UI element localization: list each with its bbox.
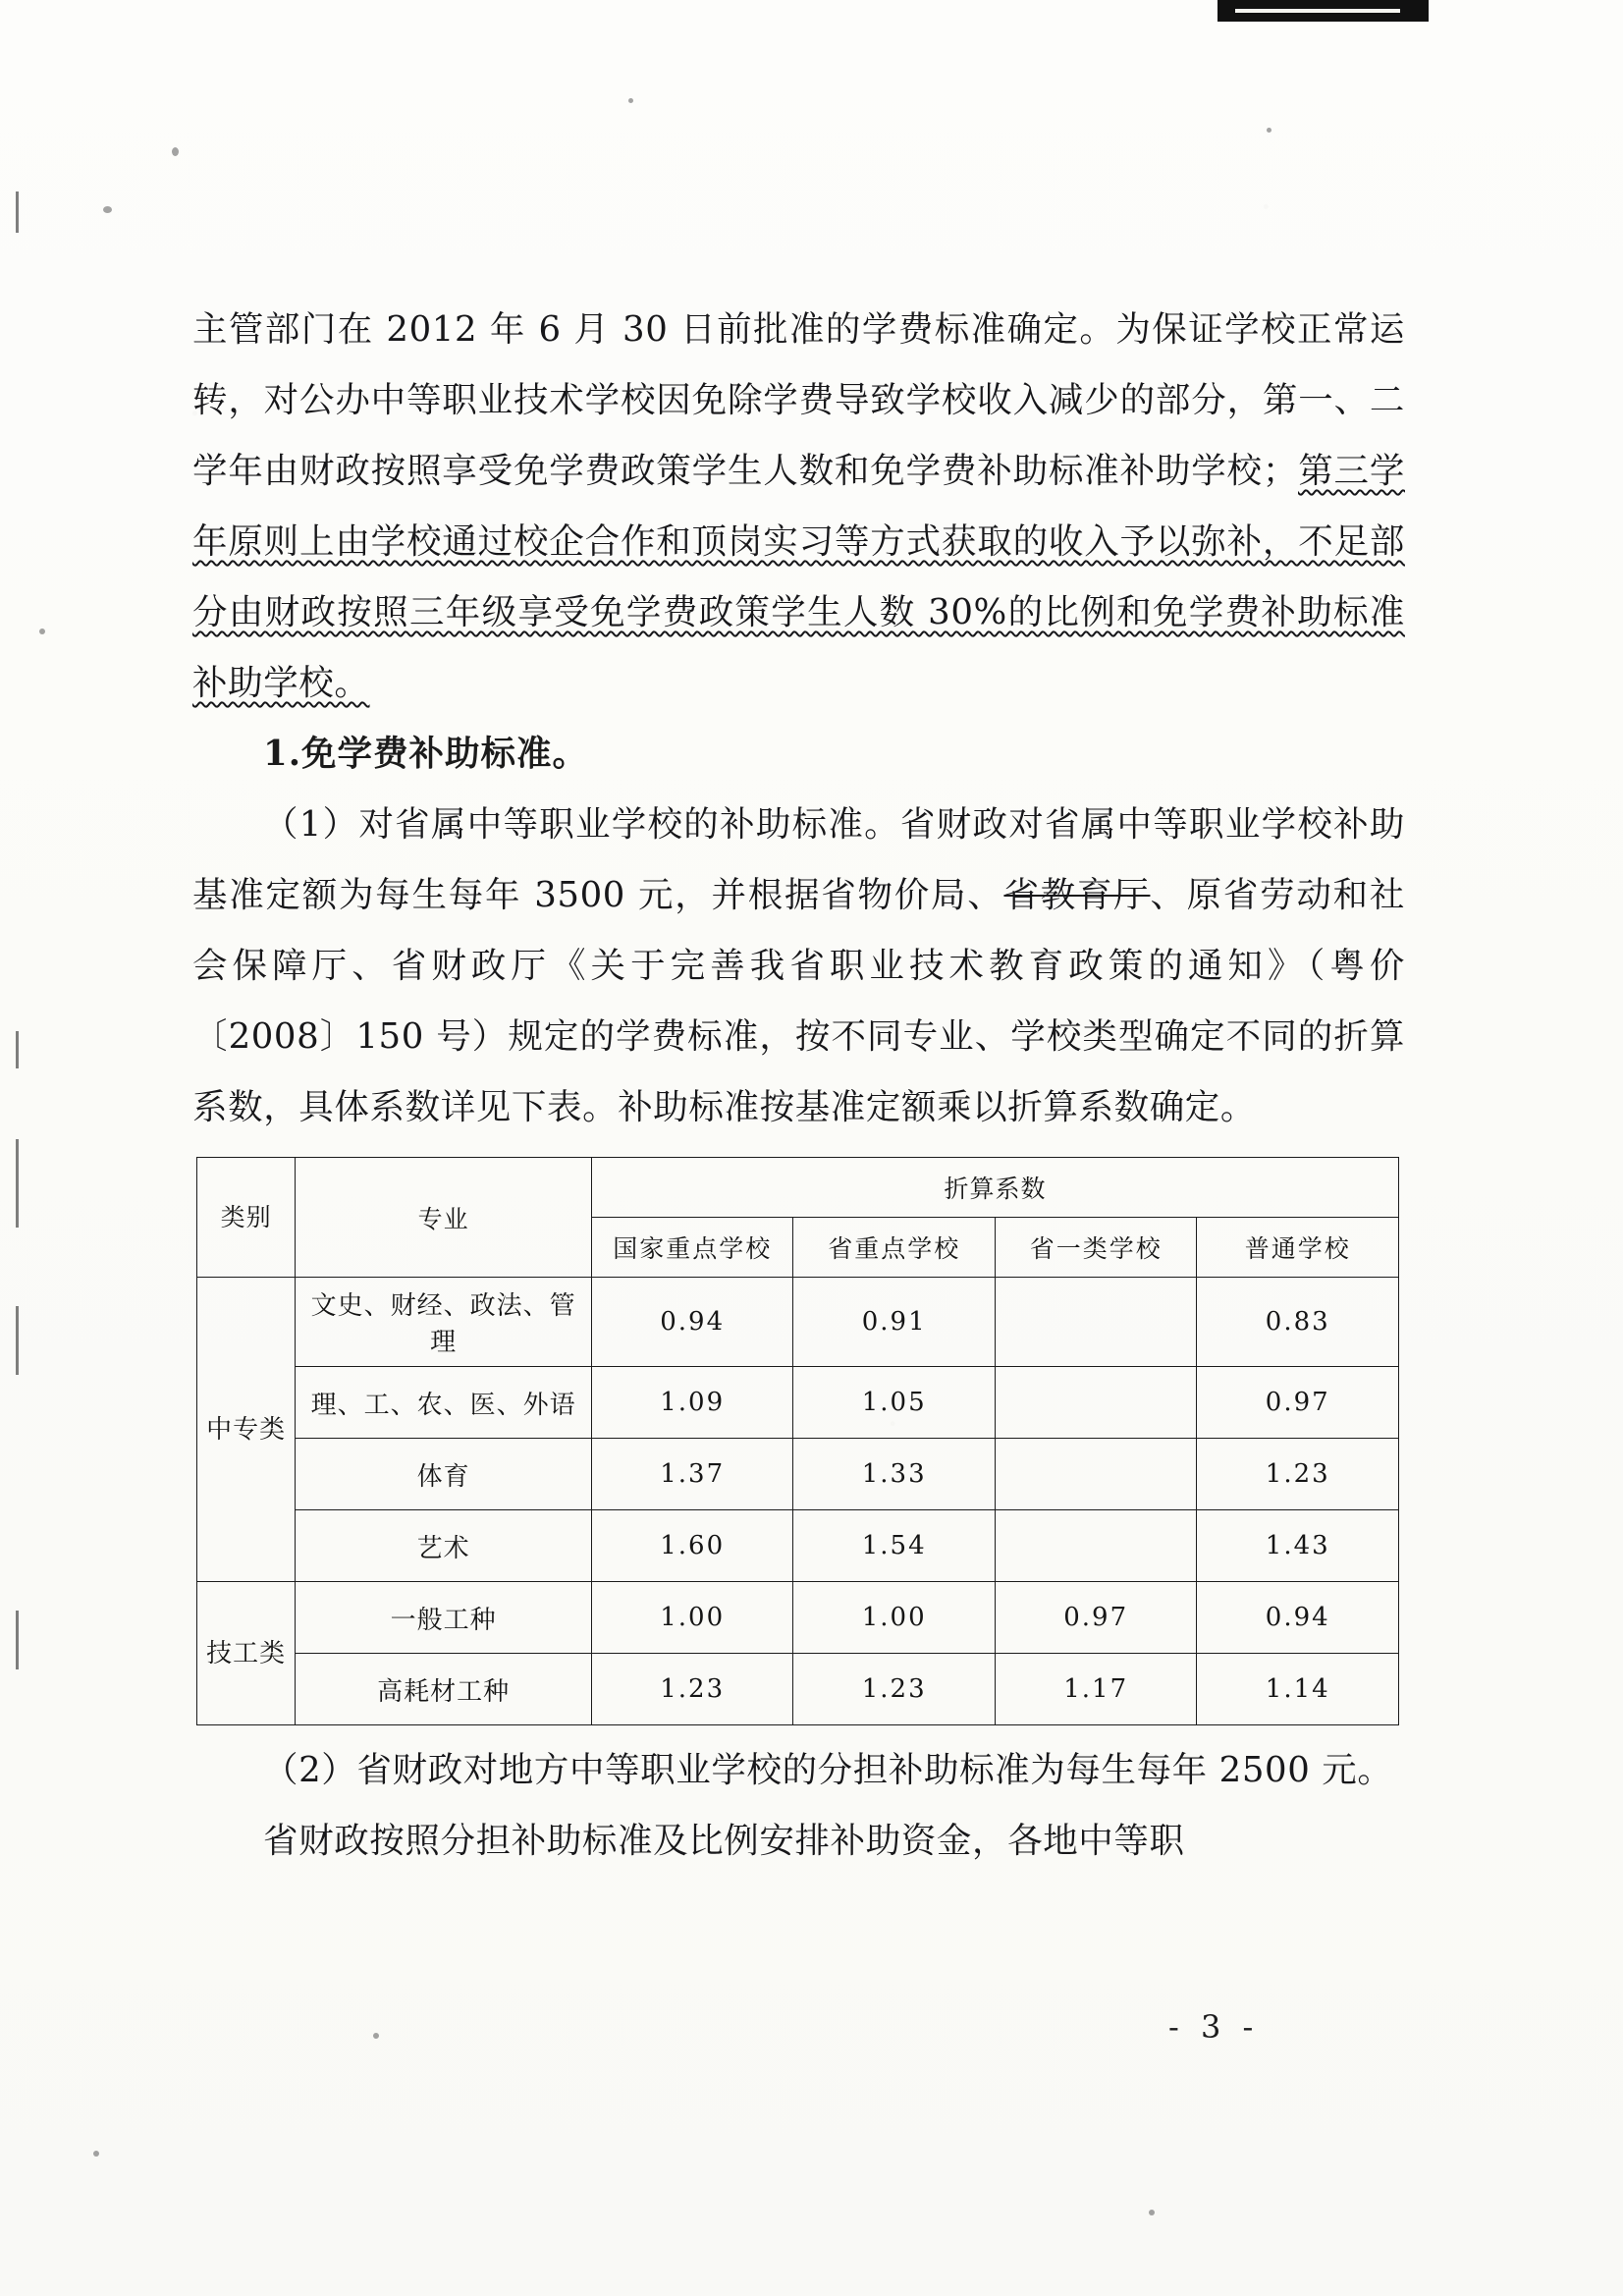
table-cell-category-technical-worker: 技工类 [197,1582,296,1725]
table-cell-value: 1.00 [591,1582,793,1654]
table-header-national-key-school: 国家重点学校 [591,1218,793,1278]
table-header-major: 专业 [296,1158,592,1278]
scan-speck [172,147,179,156]
table-cell-value [995,1510,1197,1582]
table-cell-value: 0.97 [1197,1367,1399,1439]
table-cell-value: 1.37 [591,1439,793,1510]
table-header-coefficient-group: 折算系数 [591,1158,1398,1218]
paragraph-intro-run2-underlined: 第三学年原则上由学校通过校企合作和顶岗实习等方式获取的收入予以弥补，不足部分由财政按照三年级享受免学费政策学生人数 30%的比例和免学费补助标准补助学校。 [192,451,1405,703]
paragraph-provincial-run1: （1）对省属中等职业学校的补助标准。省财政对省属中等职业学校补助基准定额为每生每年 3500 元，并根据省物价局、 [192,804,1405,915]
table-cell-value: 1.14 [1197,1654,1399,1725]
section-heading-subsidy-standard: 1.免学费补助标准。 [263,734,589,774]
table-cell-value: 0.94 [1197,1582,1399,1654]
scan-speck [39,629,45,634]
table-header-provincial-class1-school: 省一类学校 [995,1218,1197,1278]
page-number: - 3 - [1168,2008,1260,2046]
scan-speck [628,98,633,103]
scan-edge-mark [16,191,19,233]
table-cell-value: 0.83 [1197,1278,1399,1367]
scan-speck [93,2151,99,2157]
table-row [197,1654,1399,1725]
table-cell-value: 0.97 [995,1582,1197,1654]
table-cell-major: 高耗材工种 [296,1654,592,1725]
table-row [197,1367,1399,1439]
table-cell-value [995,1278,1197,1367]
paragraph-provincial-strikethrough: 省教育厅 [1003,875,1151,915]
scan-speck [1267,128,1271,133]
table-row [197,1582,1399,1654]
scan-edge-mark [16,1139,19,1228]
table-row [197,1439,1399,1510]
paragraph-local-schools: （2）省财政对地方中等职业学校的分担补助标准为每生每年 2500 元。 [263,1750,1393,1790]
table-cell-value: 1.60 [591,1510,793,1582]
table-row [197,1510,1399,1582]
table-cell-value: 1.23 [591,1654,793,1725]
table-row [197,1278,1399,1367]
table-cell-value: 1.17 [995,1654,1197,1725]
paragraph-provincial-schools [192,790,1405,1143]
document-body [192,295,1405,1877]
scan-edge-mark [16,1306,19,1375]
paragraph-intro [192,295,1405,719]
conversion-coefficient-table [196,1157,1399,1725]
table-cell-major: 一般工种 [296,1582,592,1654]
table-cell-major: 艺术 [296,1510,592,1582]
table-header-provincial-key-school: 省重点学校 [793,1218,996,1278]
table-cell-major: 文史、财经、政法、管理 [296,1278,592,1367]
scan-speck [373,2033,379,2039]
scan-speck [1149,2210,1155,2215]
table-cell-value: 1.23 [1197,1439,1399,1510]
table-header-ordinary-school: 普通学校 [1197,1218,1399,1278]
table-cell-value [995,1439,1197,1510]
paragraph-funding-arrangement: 省财政按照分担补助标准及比例安排补助资金，各地中等职 [263,1821,1185,1861]
table-cell-value: 1.54 [793,1510,996,1582]
scan-artifact-bar [1217,0,1429,22]
table-cell-value: 1.33 [793,1439,996,1510]
table-cell-value [995,1367,1197,1439]
scan-speck [103,206,112,213]
table-cell-value: 1.43 [1197,1510,1399,1582]
table-header-row-top [197,1158,1399,1218]
scan-edge-mark [16,1611,19,1669]
paragraph-intro-run1: 主管部门在 2012 年 6 月 30 日前批准的学费标准确定。为保证学校正常运转，对公办中等职业技术学校因免除学费导致学校收入减少的部分，第一、二学年由财政按照享受免学费政策学生人数和免学费补助标准补助学校； [192,309,1405,491]
table-cell-value: 0.91 [793,1278,996,1367]
table-cell-category-secondary-specialized: 中专类 [197,1278,296,1582]
table-cell-value: 1.09 [591,1367,793,1439]
table-cell-major: 体育 [296,1439,592,1510]
table-header-category: 类别 [197,1158,296,1278]
table-cell-major: 理、工、农、医、外语 [296,1367,592,1439]
table-cell-value: 1.05 [793,1367,996,1439]
table-cell-value: 1.00 [793,1582,996,1654]
table-cell-value: 0.94 [591,1278,793,1367]
scan-edge-mark [16,1031,19,1068]
table-cell-value: 1.23 [793,1654,996,1725]
paragraph-provincial-run3: 、原省劳动和社会保障厅、省财政厅《关于完善我省职业技术教育政策的通知》（粤价〔2008〕150 号）规定的学费标准，按不同专业、学校类型确定不同的折算系数，具体系数详见下表。补助标准按基准定额乘以折算系数确定。 [192,875,1406,1127]
